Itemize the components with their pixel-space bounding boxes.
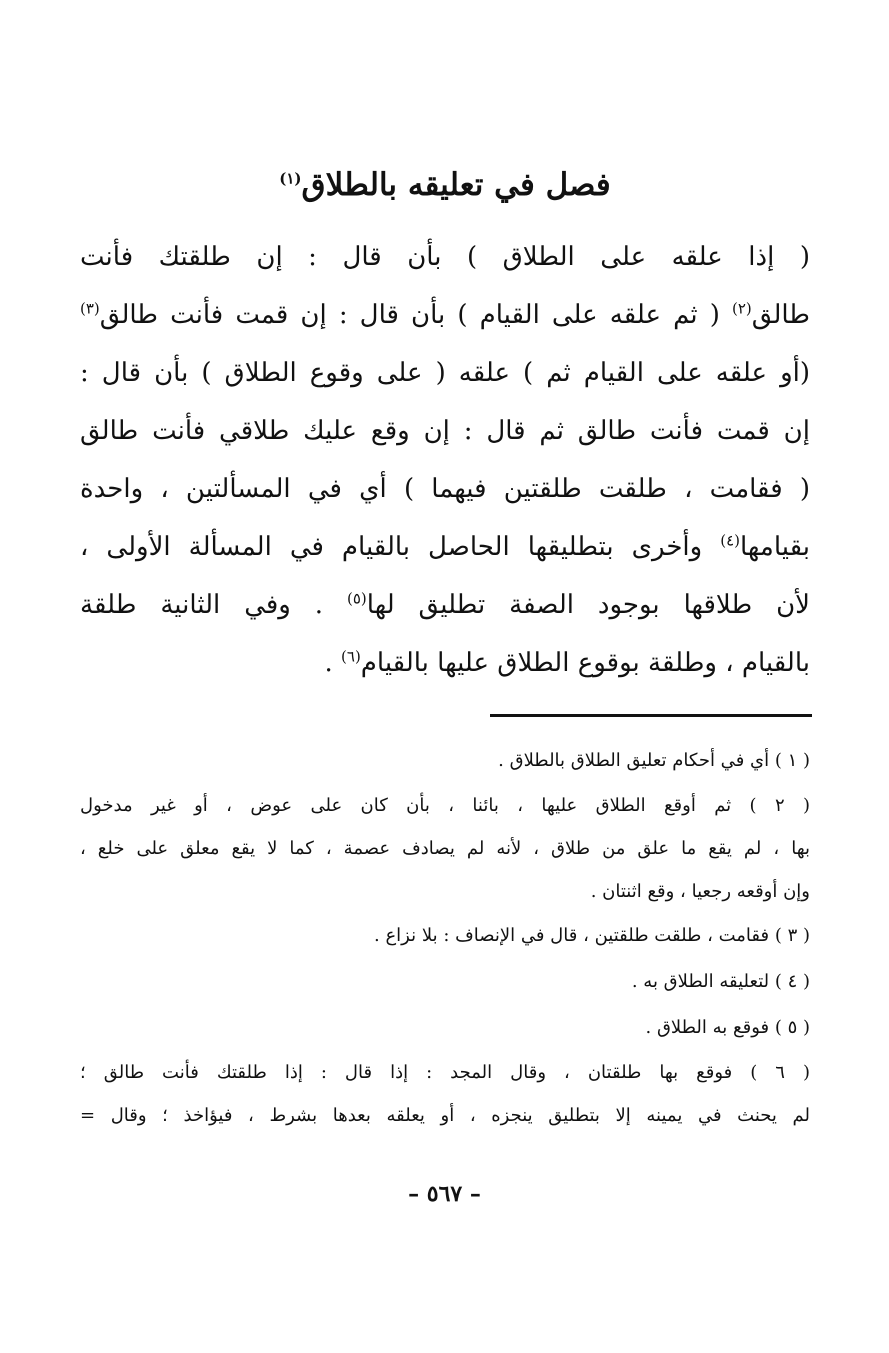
footnote-2-line: [80, 784, 810, 827]
text-line: [80, 344, 810, 402]
text-segment: بالقيام ، وطلقة بوقوع الطلاق عليها بالقيام: [360, 648, 810, 678]
text-segment: وأخرى بتطليقها الحاصل بالقيام في المسألة الأولى ،: [80, 532, 721, 562]
footnote-text: بها ، لم يقع ما علق من طلاق ، لأنه لم يصادف عصمة ، كما لا يقع معلق على خلع ،: [80, 838, 810, 859]
footnote-text: ( ٥ ) فوقع به الطلاق .: [645, 1017, 810, 1038]
text-segment: إن قمت فأنت طالق ثم قال : إن وقع عليك طلاقي فأنت طالق: [80, 416, 810, 446]
footnote-2-line: [80, 827, 810, 870]
footnote-5: [80, 1005, 810, 1051]
text-segment: . وفي الثانية طلقة: [80, 590, 347, 620]
section-title: [80, 160, 810, 210]
footnote-6-line: [80, 1094, 810, 1137]
footnote-1: [80, 738, 810, 784]
page-number: – ٥٦٧ –: [408, 1181, 481, 1207]
text-segment: ( ثم علقه على القيام ) بأن قال : إن قمت فأنت طالق: [99, 300, 732, 330]
text-line: [80, 518, 810, 576]
footnote-text: ( ٣ ) فقامت ، طلقت طلقتين ، قال في الإنصاف : بلا نزاع .: [374, 925, 810, 946]
footnote-marker: (٤): [720, 531, 740, 550]
footnote-text: ( ٦ ) فوقع بها طلقتان ، وقال المجد : إذا قال : إذا طلقتك فأنت طالق ؛: [80, 1062, 810, 1083]
footnotes: [80, 738, 810, 1137]
text-segment: ( إذا علقه على الطلاق ) بأن قال : إن طلقتك فأنت: [80, 242, 810, 272]
main-text: [80, 228, 810, 692]
text-line: [80, 576, 810, 634]
text-segment: بقيامها: [740, 532, 810, 562]
text-line: [80, 286, 810, 344]
footnote-marker: (٢): [731, 299, 752, 318]
text-segment: طالق: [751, 300, 810, 330]
footnote-separator: [490, 714, 812, 717]
text-segment: .: [324, 648, 342, 678]
text-line: [80, 228, 810, 286]
footnote-2-line: [80, 870, 810, 913]
title-footnote-marker: (١): [279, 169, 302, 188]
footnote-text: وإن أوقعه رجعيا ، وقع اثنتان .: [590, 881, 810, 902]
footnote-3: [80, 913, 810, 959]
footnote-6-line: [80, 1051, 810, 1094]
text-line: [80, 402, 810, 460]
footnote-text: ( ٢ ) ثم أوقع الطلاق عليها ، بائنا ، بأن كان على عوض ، أو غير مدخول: [80, 795, 810, 816]
text-segment: (أو علقه على القيام ثم ) علقه ( على وقوع الطلاق ) بأن قال :: [80, 358, 810, 388]
footnote-4: [80, 959, 810, 1005]
footnote-text: ( ٤ ) لتعليقه الطلاق به .: [631, 971, 810, 992]
text-segment: لأن طلاقها بوجود الصفة تطليق لها: [366, 590, 810, 620]
text-segment: ( فقامت ، طلقت طلقتين فيهما ) أي في المسألتين ، واحدة: [80, 474, 810, 504]
footnote-marker: (٦): [341, 647, 361, 666]
footnote-text: ( ١ ) أي في أحكام تعليق الطلاق بالطلاق .: [498, 750, 810, 771]
text-line: [80, 634, 810, 692]
text-line: [80, 460, 810, 518]
footnote-marker: (٣): [80, 299, 100, 318]
section-title-text: فصل في تعليقه بالطلاق: [301, 167, 611, 203]
footnote-text: لم يحنث في يمينه إلا بتطليق ينجزه ، أو يعلقه بعدها بشرط ، فيؤاخذ ؛ وقال =: [80, 1105, 810, 1126]
footnote-marker: (٥): [347, 589, 367, 608]
